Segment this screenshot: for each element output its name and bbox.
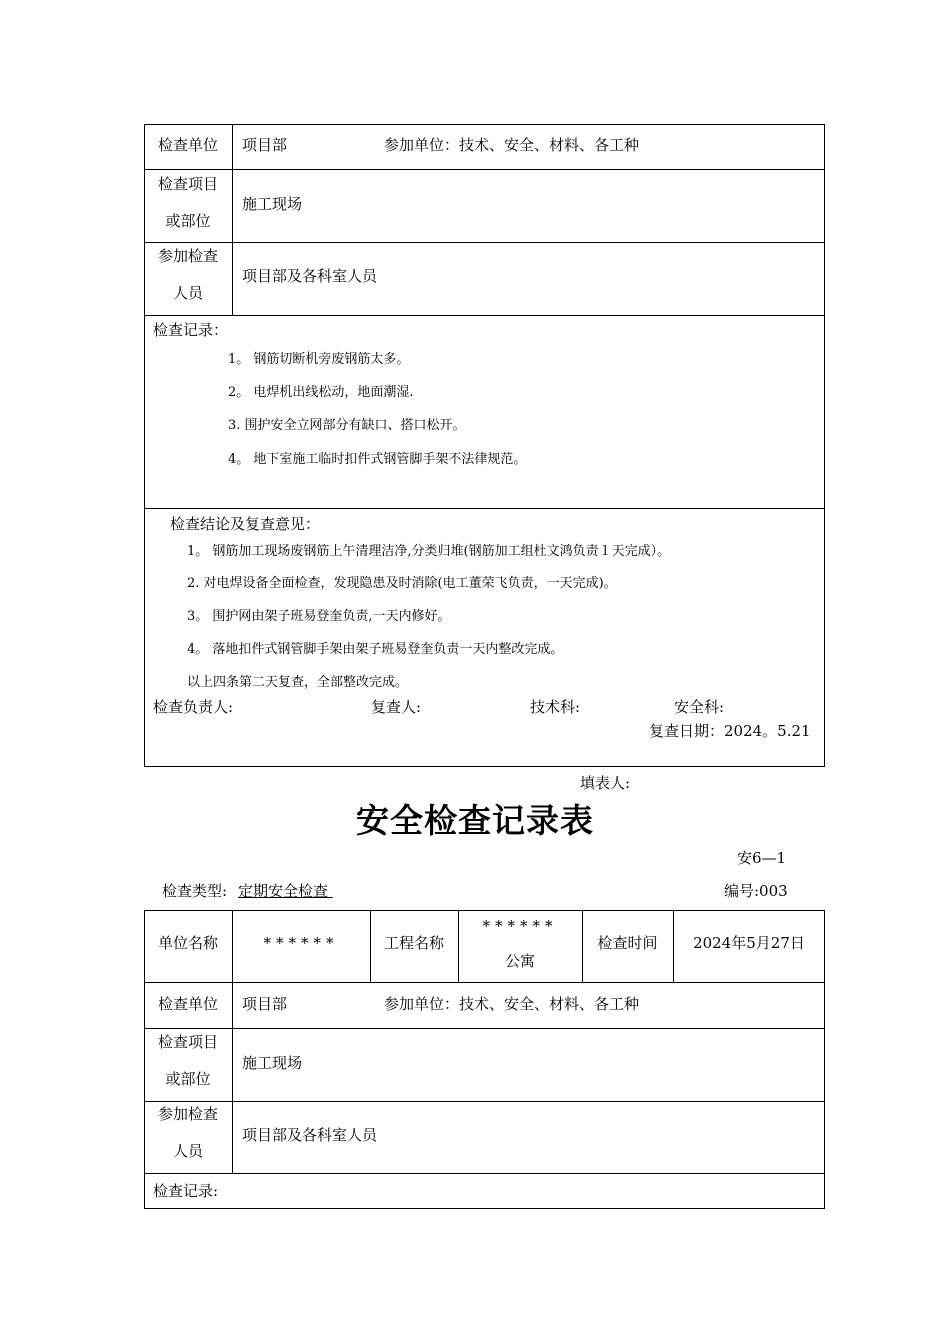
record-item: 4。 地下室施工临时扣件式钢管脚手架不法律规范。 [228,452,527,467]
inspection-unit-label: 检查单位 [157,995,218,1013]
inspector-signature-label: 检查负责人: [153,698,234,716]
record-heading: 检查记录: [153,1182,219,1200]
inspection-item-label-line2: 或部位 [165,212,211,230]
inspection-time-label: 检查时间 [597,934,658,952]
project-name-label: 工程名称 [383,934,444,952]
inspection-unit-label: 检查单位 [157,136,218,154]
staff-label-line2: 人员 [172,1142,203,1160]
row-divider [144,1173,825,1174]
participating-units: 参加单位：技术、安全、材料、各工种 [384,995,640,1013]
row-divider [144,508,825,509]
conclusion-summary: 以上四条第二天复查，全部整改完成。 [187,675,409,690]
tech-dept-signature-label: 技术科: [530,698,581,716]
record-item: 2。 电焊机出线松动，地面潮湿. [228,385,414,400]
staff-label-line1: 参加检查 [157,247,218,265]
inspection-type-value: 定期安全检查 [238,882,333,900]
conclusion-item: 4。 落地扣件式钢管脚手架由架子班易登奎负责一天内整改完成。 [187,642,564,657]
conclusion-item: 1。 钢筋加工现场废钢筋上午清理洁净,分类归堆(钢筋加工组杜文鸿负责１天完成）。 [187,544,671,559]
form-number: 编号:003 [724,882,788,900]
conclusion-item: 2. 对电焊设备全面检查，发现隐患及时消除(电工董荣飞负责，一天完成)。 [187,576,617,591]
row-divider [144,242,825,243]
review-date: 复查日期：2024。5.21 [649,722,811,740]
staff-value: 项目部及各科室人员 [242,1126,378,1144]
row-divider [144,1101,825,1102]
staff-label-line1: 参加检查 [157,1105,218,1123]
safety-dept-signature-label: 安全科: [674,698,725,716]
row-divider [144,982,825,983]
participating-units: 参加单位：技术、安全、材料、各工种 [384,136,640,154]
inspection-unit-value: 项目部 [242,136,288,154]
staff-value: 项目部及各科室人员 [242,267,378,285]
staff-label-line2: 人员 [172,284,203,302]
form-title: 安全检查记录表 [356,801,594,840]
form-code: 安6—1 [737,849,787,867]
project-name-value-line2: 公寓 [504,952,535,970]
unit-name-value: ****** [263,934,339,952]
inspection-time-value: 2024年5月27日 [693,934,805,952]
inspection-item-label-line1: 检查项目 [157,1033,218,1051]
inspection-item-value: 施工现场 [242,195,303,213]
inspection-item-label-line2: 或部位 [165,1070,211,1088]
record-heading: 检查记录： [153,321,229,339]
inspection-item-value: 施工现场 [242,1054,303,1072]
reviewer-signature-label: 复查人: [371,698,422,716]
record-item: 3. 围护安全立网部分有缺口、搭口松开。 [228,418,466,433]
record-item: 1。 钢筋切断机旁废钢筋太多。 [228,352,410,367]
inspection-type-label: 检查类型: [162,882,228,900]
project-name-value-line1: ****** [482,917,558,935]
row-divider [144,1028,825,1029]
column-divider [232,124,233,315]
unit-name-label: 单位名称 [157,934,218,952]
conclusion-heading: 检查结论及复查意见： [170,515,321,533]
row-divider [144,169,825,170]
inspection-item-label-line1: 检查项目 [157,175,218,193]
inspection-unit-value: 项目部 [242,995,288,1013]
conclusion-item: 3。 围护网由架子班易登奎负责,一天内修好。 [187,609,451,624]
form-filler-label: 填表人: [580,774,631,792]
row-divider [144,315,825,316]
